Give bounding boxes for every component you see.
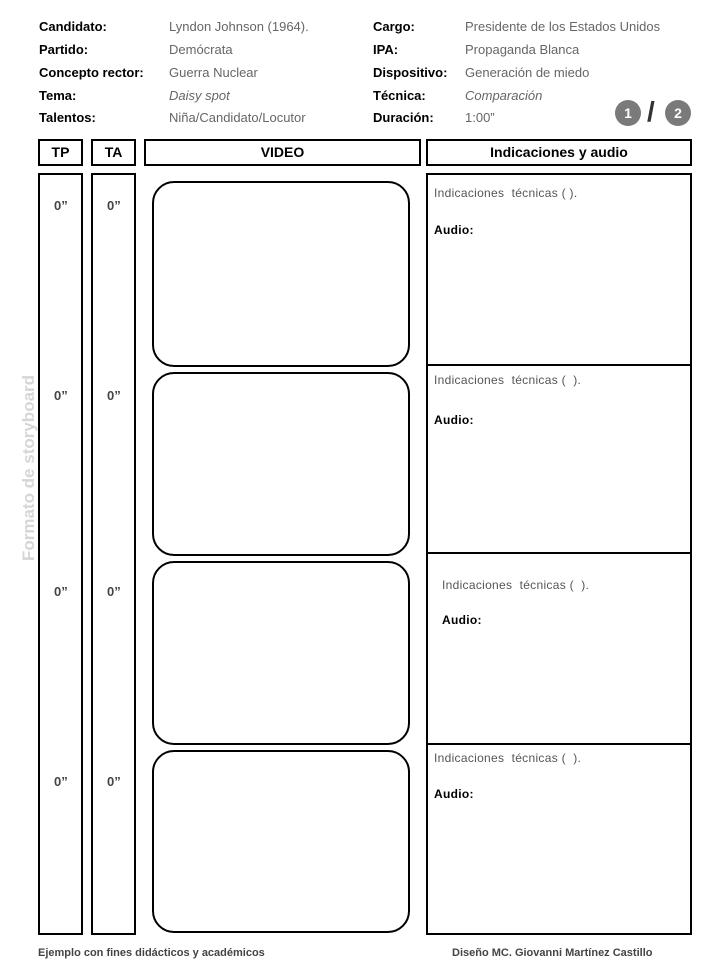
duration-value: 1:00”: [465, 110, 495, 125]
row-1-tp: 0”: [54, 198, 68, 213]
current-page-badge: 1: [615, 100, 641, 126]
video-frame-3: [152, 561, 410, 745]
row-3-ta: 0”: [107, 584, 121, 599]
office-label: Cargo:: [373, 19, 415, 34]
page-separator: /: [647, 96, 655, 127]
header-ta: TA: [91, 139, 136, 166]
talent-label: Talentos:: [39, 110, 96, 125]
indications-column: [426, 173, 692, 935]
device-label: Dispositivo:: [373, 65, 448, 80]
row-2-audio-label: Audio:: [434, 413, 474, 427]
video-frame-1: [152, 181, 410, 367]
footer-credit: Diseño MC. Giovanni Martínez Castillo: [452, 947, 653, 959]
theme-label: Tema:: [39, 88, 77, 103]
candidate-value: Lyndon Johnson (1964).: [169, 19, 309, 34]
storyboard-side-label: Formato de storyboard: [19, 374, 38, 562]
total-pages-badge: 2: [665, 100, 691, 126]
row-4-tp: 0”: [54, 774, 68, 789]
talent-value: Niña/Candidato/Locutor: [169, 110, 306, 125]
row-4-indications: Indicaciones técnicas ( ).: [434, 751, 582, 765]
technique-value: Comparación: [465, 88, 543, 103]
header-indications: Indicaciones y audio: [426, 139, 692, 166]
ta-column: [91, 173, 136, 935]
candidate-label: Candidato:: [39, 19, 107, 34]
row-2-indications: Indicaciones técnicas ( ).: [434, 373, 582, 387]
row-1-audio-label: Audio:: [434, 223, 474, 237]
row-divider-3: [428, 743, 690, 745]
video-frame-4: [152, 750, 410, 933]
row-3-indications: Indicaciones técnicas ( ).: [442, 578, 590, 592]
page-indicator: [615, 96, 695, 128]
theme-value: Daisy spot: [169, 88, 230, 103]
duration-label: Duración:: [373, 110, 434, 125]
party-value: Demócrata: [169, 42, 233, 57]
party-label: Partido:: [39, 42, 89, 57]
tp-column: [38, 173, 83, 935]
ipa-label: IPA:: [373, 42, 399, 57]
row-3-audio-label: Audio:: [442, 613, 482, 627]
row-4-ta: 0”: [107, 774, 121, 789]
ipa-value: Propaganda Blanca: [465, 42, 580, 57]
concept-label: Concepto rector:: [39, 65, 144, 80]
row-2-tp: 0”: [54, 388, 68, 403]
row-3-tp: 0”: [54, 584, 68, 599]
row-4-audio-label: Audio:: [434, 787, 474, 801]
row-divider-2: [428, 552, 690, 554]
header-video: VIDEO: [144, 139, 421, 166]
row-1-indications: Indicaciones técnicas ( ).: [434, 186, 578, 200]
video-frame-2: [152, 372, 410, 556]
technique-label: Técnica:: [373, 88, 426, 103]
row-2-ta: 0”: [107, 388, 121, 403]
device-value: Generación de miedo: [465, 65, 590, 80]
header-tp: TP: [38, 139, 83, 166]
row-1-ta: 0”: [107, 198, 121, 213]
footer-left-note: Ejemplo con fines didácticos y académicos: [38, 947, 265, 959]
row-divider-1: [428, 364, 690, 366]
concept-value: Guerra Nuclear: [169, 65, 258, 80]
office-value: Presidente de los Estados Unidos: [465, 19, 661, 34]
